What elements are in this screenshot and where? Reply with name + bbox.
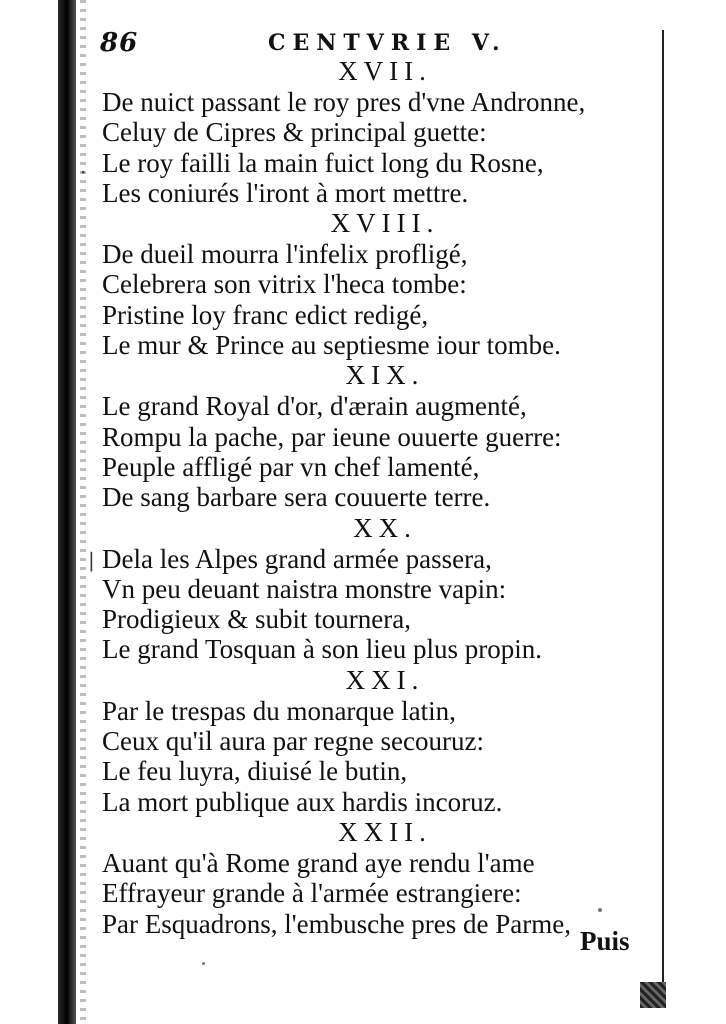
verse-line: Le mur & Prince au septiesme iour tombe. xyxy=(102,330,561,361)
margin-mark: · xyxy=(80,160,87,184)
binding-shadow xyxy=(80,0,86,1024)
quatrain xyxy=(96,817,662,939)
verse-line: La mort publique aux hardis incoruz. xyxy=(102,786,503,817)
verse-line: Dela les Alpes grand armée passera, xyxy=(102,543,492,574)
book-binding xyxy=(58,0,76,1024)
margin-mark: | xyxy=(88,548,95,572)
quatrain-number: XVII. xyxy=(338,56,432,86)
verse-text xyxy=(96,56,662,939)
corner-shadow xyxy=(640,982,666,1008)
verse-line: Auant qu'à Rome grand aye rendu l'ame xyxy=(102,847,535,878)
verse-line: Ceux qu'il aura par regne secouruz: xyxy=(102,726,484,757)
verse-line: Rompu la pache, par ieune ouuerte guerre: xyxy=(102,421,562,452)
verse-line: Les coniurés l'iront à mort mettre. xyxy=(102,177,469,208)
quatrain xyxy=(96,360,662,512)
verse-line: Vn peu deuant naistra monstre vapin: xyxy=(102,573,507,604)
catchword: Puis xyxy=(580,926,630,956)
verse-line: De nuict passant le roy pres d'vne Andronne, xyxy=(102,87,586,117)
verse-line: Le grand Tosquan à son lieu plus propin. xyxy=(102,634,543,665)
quatrain xyxy=(96,56,662,208)
verse-line: Celebrera son vitrix l'heca tombe: xyxy=(102,269,467,300)
quatrain xyxy=(96,513,662,665)
verse-line: Prodigieux & subit tournera, xyxy=(102,604,411,635)
verse-line: Effrayeur grande à l'armée estrangiere: xyxy=(102,878,522,909)
verse-line: Le feu luyra, diuisé le butin, xyxy=(102,756,408,787)
verse-line: Le grand Royal d'or, d'ærain augmenté, xyxy=(102,391,527,422)
page-number: 86 xyxy=(100,28,139,58)
verse-line: Celuy de Cipres & principal guette: xyxy=(102,117,487,148)
verse-line: Pristine loy franc edict redigé, xyxy=(102,299,429,330)
quatrain-number: XVIII. xyxy=(330,208,440,239)
running-title: CENTVRIE V. xyxy=(268,30,507,56)
verse-line: Le roy failli la main fuict long du Rosne, xyxy=(102,147,544,178)
verse-line: Peuple affligé par vn chef lamenté, xyxy=(102,451,480,482)
page-edge xyxy=(662,30,670,1005)
quatrain xyxy=(96,665,662,817)
quatrain xyxy=(96,208,662,360)
verse-line: De sang barbare sera couuerte terre. xyxy=(102,482,491,513)
verse-line: Par le trespas du monarque latin, xyxy=(102,695,456,726)
ink-speck xyxy=(202,962,205,965)
verse-line: De dueil mourra l'infelix profligé, xyxy=(102,239,468,270)
quatrain-number: XXII. xyxy=(338,816,432,847)
quatrain-number: XIX. xyxy=(345,360,425,391)
verse-line: Par Esquadrons, l'embusche pres de Parme, xyxy=(102,908,571,939)
quatrain-number: XX. xyxy=(353,512,417,543)
quatrain-number: XXI. xyxy=(345,664,425,695)
